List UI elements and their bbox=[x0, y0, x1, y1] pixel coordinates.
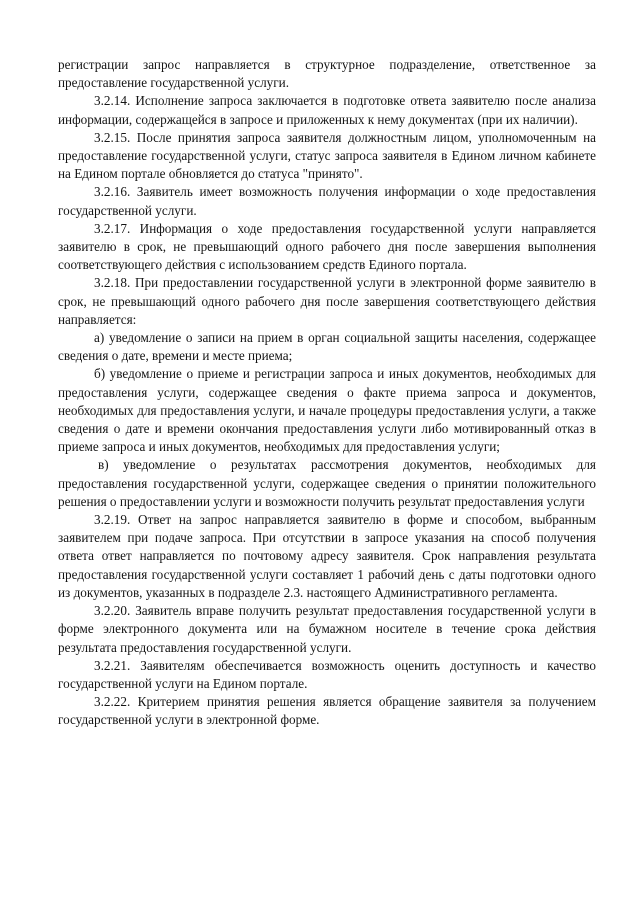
paragraph-3-2-15: 3.2.15. После принятия запроса заявителя должностным лицом, уполномоченным на предоставление государственной услуги, статус запроса заявителя в Едином личном кабинете на Едином портале обновляется до статуса "принято". bbox=[58, 129, 596, 182]
paragraph-3-2-20: 3.2.20. Заявитель вправе получить результат предоставления государственной услуги в форме электронного документа или на бумажном носителе в течение срока действия результата предоставления государственной услуги. bbox=[58, 603, 596, 655]
paragraph-3-2-21: 3.2.21. Заявителям обеспечивается возможность оценить доступность и качество государственной услуги на Едином портале. bbox=[58, 657, 596, 691]
paragraph-3-2-18: 3.2.18. При предоставлении государственной услуги в электронной форме заявителю в срок, не превышающий одного рабочего дня после завершения соответствующего действия направляется: bbox=[58, 275, 596, 327]
paragraph-3-2-14: 3.2.14. Исполнение запроса заключается в подготовке ответа заявителю после анализа информации, содержащейся в запросе и приложенных к нему документах (при их наличии). bbox=[58, 93, 596, 127]
paragraph-3-2-19: 3.2.19. Ответ на запрос направляется заявителю в форме и способом, выбранным заявителем при подаче запроса. При отсутствии в запросе указания на способ получения ответа ответ направляется по почтовому адресу заявителя. Срок направления результата предоставления государственной услуги составляет 1 рабочий день с даты подготовки одного из документов, указанных в подразделе 2.3. настоящего Административного регламента. bbox=[58, 512, 596, 600]
paragraph-3-2-22: 3.2.22. Критерием принятия решения является обращение заявителя за получением государственной услуги в электронной форме. bbox=[58, 694, 596, 728]
paragraph-3-2-16: 3.2.16. Заявитель имеет возможность получения информации о ходе предоставления государственной услуги. bbox=[58, 184, 596, 218]
paragraph-continuation: регистрации запрос направляется в структурное подразделение, ответственное за предоставление государственной услуги. bbox=[58, 57, 596, 91]
paragraph-3-2-17: 3.2.17. Информация о ходе предоставления государственной услуги направляется заявителю в срок, не превышающий одного рабочего дня после завершения выполнения соответствующего действия с использованием средств Единого портала. bbox=[58, 220, 596, 273]
list-item-v: в) уведомление о результатах рассмотрения документов, необходимых для предоставления государственной услуги, содержащее сведения о принятии положительного решения о предоставлении услуги и возможности получить результат предоставления услуги bbox=[58, 457, 596, 509]
document-page bbox=[58, 56, 596, 730]
list-item-a: а) уведомление о записи на прием в орган социальной защиты населения, содержащее сведения о дате, времени и месте приема; bbox=[58, 330, 596, 364]
list-item-b: б) уведомление о приеме и регистрации запроса и иных документов, необходимых для предоставления услуги, содержащее сведения о факте приема запроса и документов, необходимых для предоставления услуги, и начале процедуры предоставления услуги, а также сведения о дате и времени окончания предоставления услуги либо мотивированный отказ в приеме запроса и иных документов, необходимых для предоставления услуги; bbox=[58, 366, 596, 455]
